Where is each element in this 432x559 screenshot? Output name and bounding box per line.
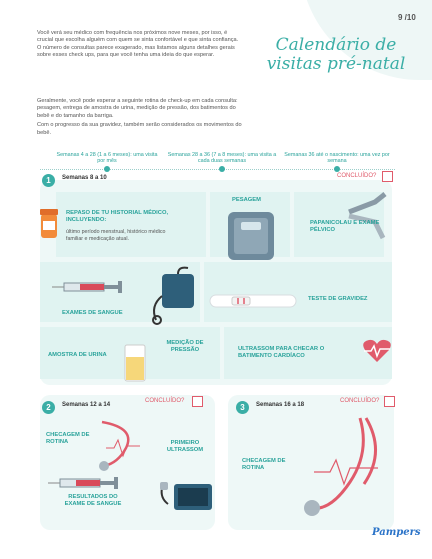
exames-sangue-label: EXAMES DE SANGUE bbox=[62, 310, 123, 316]
heart-rate-icon bbox=[362, 338, 392, 364]
blood-pressure-icon bbox=[148, 266, 198, 326]
panel3-checagem-label: CHECAGEM DE ROTINA bbox=[242, 458, 286, 472]
papanicolau-label: PAPANICOLAU E EXAME PÉLVICO bbox=[310, 220, 380, 234]
intro-paragraph-1: Você verá seu médico com frequência nos próximos nove meses, por isso, é crucial que escolha alguém com quem se sinta confortável e que sinta confiança. O número de consultas parece exagerado, mas listamos alguns detalhes gerais sobre esses check ups, para que você tenha uma ideia do que esperar. bbox=[37, 30, 239, 59]
intro-paragraph-3: Com o progresso da sua gravidez, também serão considerados os movimentos do bebê. bbox=[37, 122, 242, 136]
intro-text-2 bbox=[37, 98, 247, 139]
ultrassom-label: ULTRASSOM PARA CHECAR O BATIMENTO CARDÍACO bbox=[238, 346, 325, 360]
syringe-icon bbox=[50, 280, 130, 294]
step-badge-2: 2 bbox=[42, 401, 55, 414]
intro-paragraph-2: Geralmente, você pode esperar a seguinte rotina de check-up em cada consulta: pesagem, entrega de amostra de urina, medição de pressão, dos batimentos do bebê e do tamanho da barriga. bbox=[37, 98, 238, 119]
history-title: REPASO DE TU HISTORIAL MÉDICO, INCLUYENDO: bbox=[66, 210, 169, 224]
panel2-done-checkbox[interactable] bbox=[192, 396, 203, 407]
timeline-dot bbox=[219, 166, 225, 172]
pesagem-label: PESAGEM bbox=[232, 197, 261, 203]
urine-sample-icon bbox=[122, 343, 148, 383]
panel2-weeks: Semanas 12 a 14 bbox=[62, 402, 111, 408]
stethoscope-icon bbox=[96, 418, 156, 473]
timeline-line bbox=[40, 169, 395, 170]
stethoscope-icon-large bbox=[300, 412, 390, 522]
panel2-checagem-label: CHECAGEM DE ROTINA bbox=[46, 432, 90, 446]
page-title: Calendário de visitas pré-natal bbox=[266, 35, 406, 74]
panel3-weeks: Semanas 16 a 18 bbox=[256, 402, 305, 408]
scale-icon bbox=[226, 210, 276, 262]
pregnancy-test-icon bbox=[208, 292, 298, 310]
timeline-dot bbox=[104, 166, 110, 172]
ultrasound-machine-icon bbox=[158, 478, 213, 518]
schedule-item-1: Semanas 4 a 28 (1 a 6 meses): uma visita por mês bbox=[56, 152, 158, 165]
logo-text: Pampers bbox=[372, 527, 421, 538]
intro-text bbox=[37, 30, 239, 63]
schedule-item-2: Semanas 28 a 36 (7 a 8 meses): uma visita a cada duas semanas bbox=[167, 152, 277, 165]
page-number: 9 /10 bbox=[398, 13, 416, 22]
panel1-done-checkbox[interactable] bbox=[382, 171, 393, 182]
panel3-done-label: CONCLUÍDO? bbox=[340, 398, 380, 404]
medicao-pressao-label: MEDIÇÃO DE PRESSÃO bbox=[166, 340, 204, 354]
panel3-done-checkbox[interactable] bbox=[384, 396, 395, 407]
step-badge-3: 3 bbox=[236, 401, 249, 414]
teste-gravidez-label: TESTE DE GRAVIDEZ bbox=[308, 296, 368, 302]
primeiro-ultrassom-label: PRIMEIRO ULTRASSOM bbox=[166, 440, 204, 454]
schedule-item-3: Semanas 36 até o nascimento: uma vez por semana bbox=[284, 152, 390, 165]
resultados-label: RESULTADOS DO EXAME DE SANGUE bbox=[64, 494, 122, 508]
pampers-logo bbox=[372, 522, 421, 544]
speculum-icon bbox=[345, 192, 389, 242]
timeline-dot bbox=[334, 166, 340, 172]
panel1-done-label: CONCLUÍDO? bbox=[337, 173, 377, 179]
amostra-urina-label: AMOSTRA DE URINA bbox=[48, 352, 107, 358]
pill-bottle-icon bbox=[38, 208, 60, 240]
history-body: último período menstrual, histórico médico familiar e medicação atual. bbox=[66, 229, 166, 242]
panel2-done-label: CONCLUÍDO? bbox=[145, 398, 185, 404]
panel1-weeks: Semanas 8 a 10 bbox=[62, 175, 107, 181]
step-badge-1: 1 bbox=[42, 174, 55, 187]
syringe-icon-2 bbox=[46, 476, 126, 490]
